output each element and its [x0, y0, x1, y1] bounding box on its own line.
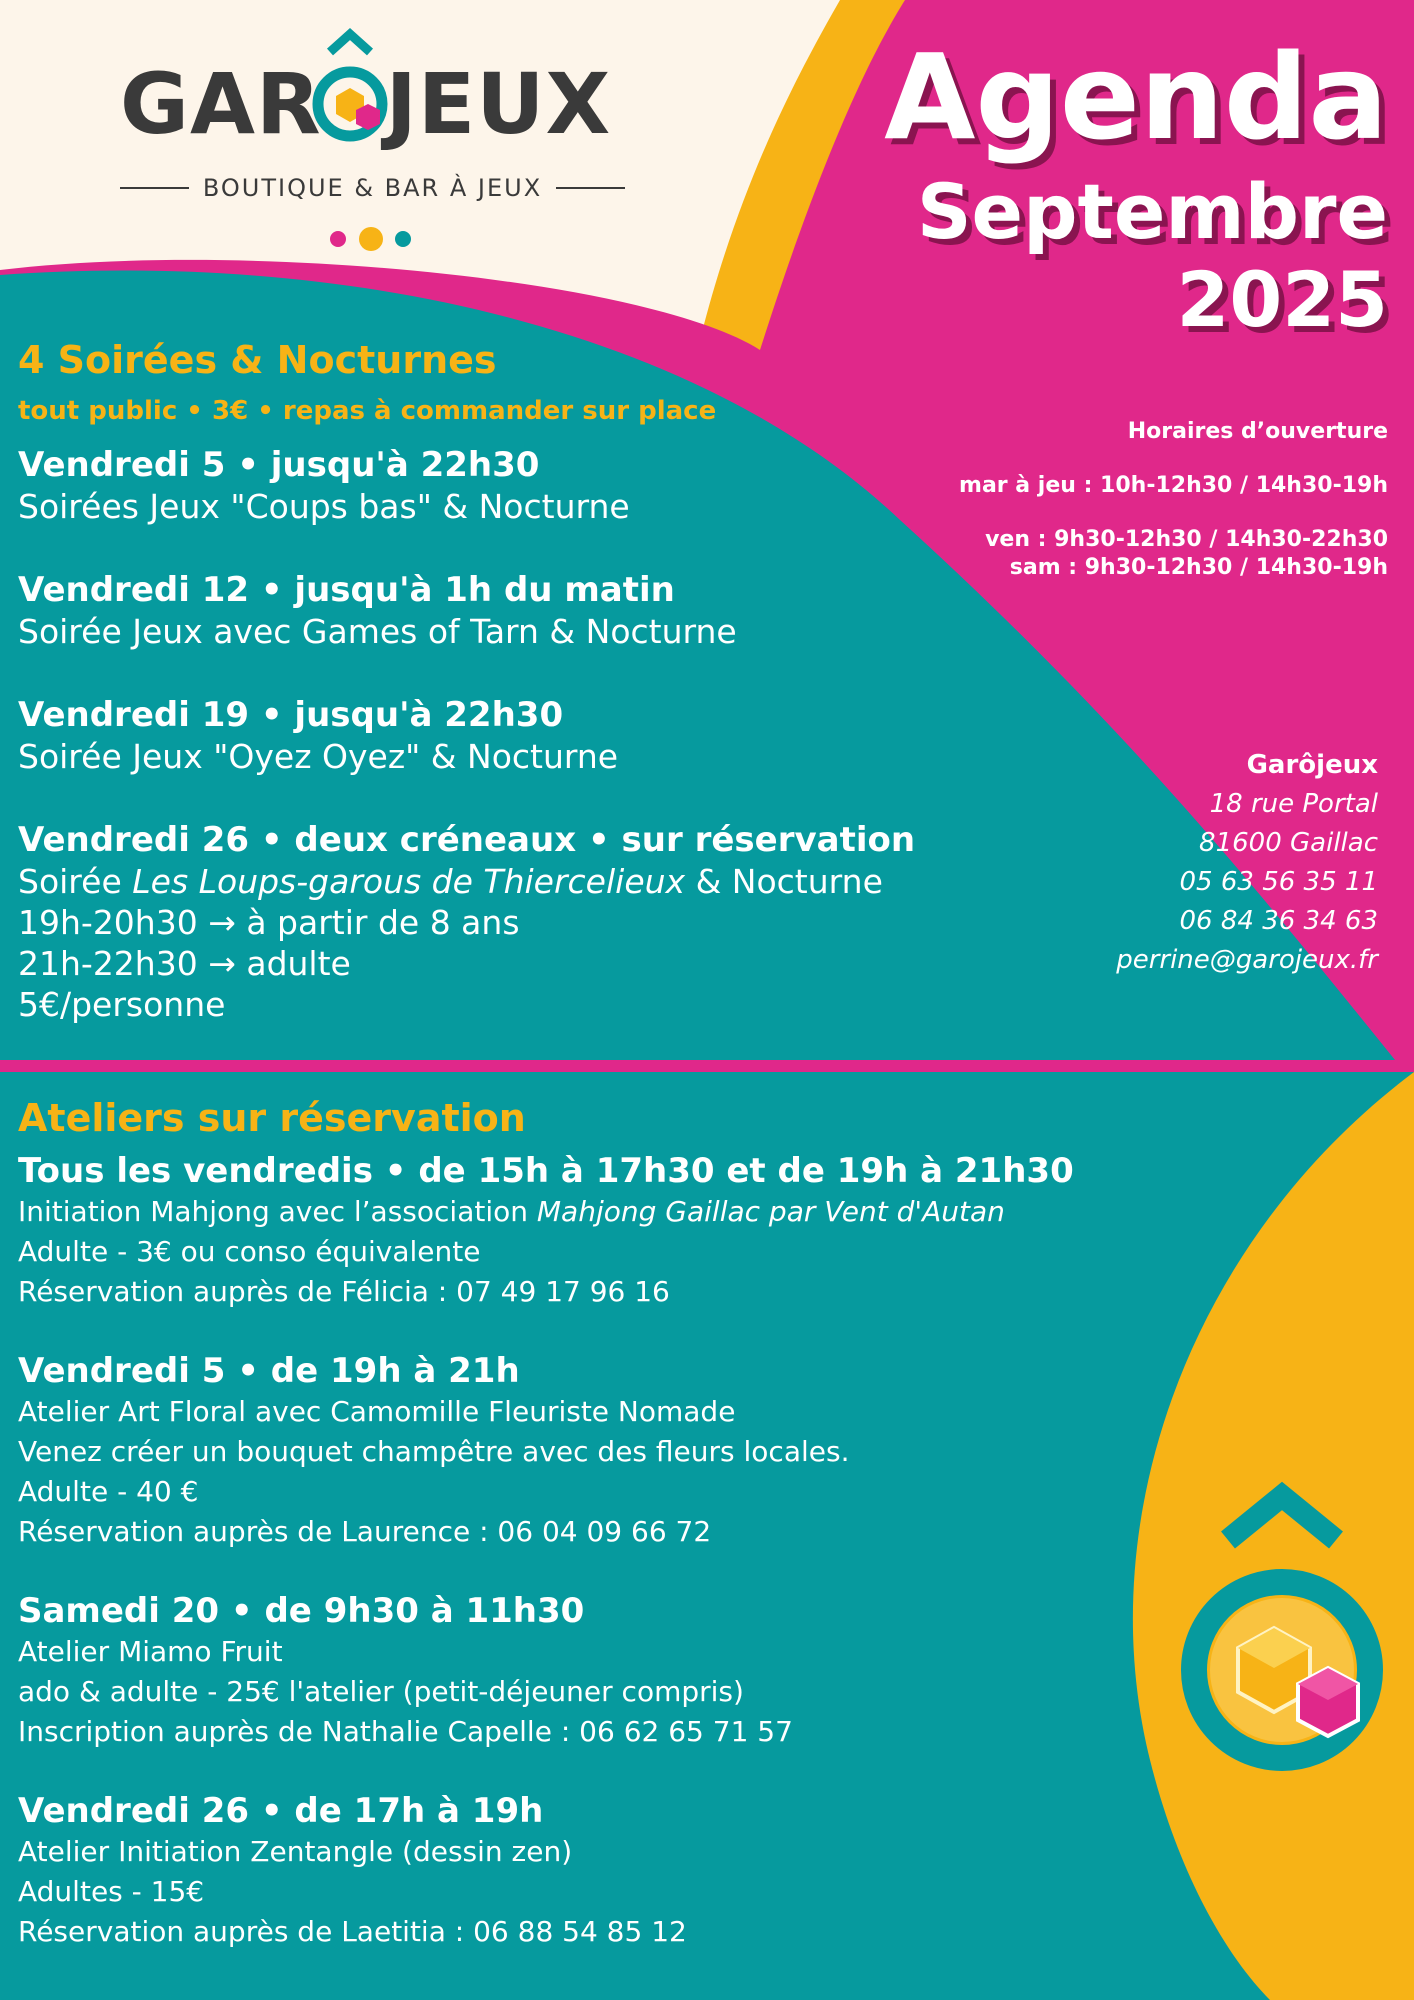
soiree-event — [18, 444, 1058, 527]
title-month: Septembre — [916, 167, 1388, 256]
event-title: Vendredi 5 • jusqu'à 22h30 — [18, 444, 540, 485]
event-desc-game-name: Les Loups-garous de Thiercelieux — [132, 861, 686, 901]
atelier-line: Adultes - 15€ — [18, 1874, 205, 1908]
atelier-line: Adulte - 3€ ou conso équivalente — [18, 1234, 481, 1268]
event-desc: Soirées Jeux "Coups bas" & Nocturne — [18, 486, 630, 526]
atelier-line: Réservation auprès de Félicia : 07 49 17 96 16 — [18, 1274, 670, 1308]
contact-phone-1[interactable]: 05 63 56 35 11 — [1179, 867, 1378, 897]
dice-emblem-icon — [1170, 1470, 1392, 1780]
atelier-line: Atelier Initiation Zentangle (dessin zen) — [18, 1834, 573, 1868]
atelier-line: Atelier Art Floral avec Camomille Fleuriste Nomade — [18, 1394, 736, 1428]
soirees-section — [18, 340, 1058, 1025]
atelier-line: Atelier Miamo Fruit — [18, 1634, 283, 1668]
soirees-heading: 4 Soirées & Nocturnes — [18, 338, 497, 382]
agenda-title — [884, 28, 1388, 344]
event-price: 5€/personne — [18, 984, 226, 1024]
soirees-subheading: tout public • 3€ • repas à commander sur place — [18, 395, 717, 426]
contact-street: 18 rue Portal — [1209, 789, 1378, 819]
atelier-item — [18, 1350, 1318, 1552]
event-title: Vendredi 19 • jusqu'à 22h30 — [18, 694, 564, 735]
contact-city: 81600 Gaillac — [1199, 828, 1378, 858]
contact-name: Garôjeux — [1246, 750, 1378, 780]
contact-phone-2[interactable]: 06 84 36 34 63 — [1179, 906, 1378, 936]
logo-word-right: JEUX — [385, 55, 612, 153]
atelier-title: Vendredi 5 • de 19h à 21h — [18, 1350, 520, 1391]
logo-word-left: GAR — [120, 55, 322, 153]
tagline-text: BOUTIQUE & BAR À JEUX — [202, 174, 543, 202]
atelier-item — [18, 1150, 1318, 1312]
atelier-title: Samedi 20 • de 9h30 à 11h30 — [18, 1590, 585, 1631]
atelier-line-pre: Initiation Mahjong avec l’association — [18, 1194, 537, 1228]
event-desc — [18, 861, 1058, 902]
logo-cube-icon — [306, 26, 394, 144]
contact-block — [1116, 746, 1378, 980]
atelier-line: ado & adulte - 25€ l'atelier (petit-déjeuner compris) — [18, 1674, 744, 1708]
soiree-event — [18, 694, 1058, 777]
event-slot-1: 19h-20h30 → à partir de 8 ans — [18, 902, 520, 942]
tagline-rule-left — [120, 187, 189, 189]
title-agenda: Agenda — [884, 28, 1388, 166]
event-desc-pre: Soirée — [18, 861, 133, 901]
ateliers-heading: Ateliers sur réservation — [18, 1096, 526, 1140]
atelier-line: Adulte - 40 € — [18, 1474, 199, 1508]
title-year: 2025 — [1176, 255, 1388, 344]
logo-dots-icon — [328, 226, 414, 252]
atelier-item — [18, 1590, 1318, 1752]
event-desc: Soirée Jeux "Oyez Oyez" & Nocturne — [18, 736, 619, 776]
atelier-title: Vendredi 26 • de 17h à 19h — [18, 1790, 544, 1831]
event-slot-2: 21h-22h30 → adulte — [18, 943, 351, 983]
event-desc-post: & Nocturne — [685, 861, 883, 901]
hours-heading: Horaires d’ouverture — [1127, 419, 1388, 444]
ateliers-section — [18, 1098, 1318, 1952]
atelier-line: Venez créer un bouquet champêtre avec des fleurs locales. — [18, 1434, 850, 1468]
atelier-line: Réservation auprès de Laurence : 06 04 09 66 72 — [18, 1514, 712, 1548]
contact-email[interactable]: perrine@garojeux.fr — [1116, 945, 1378, 975]
atelier-line: Inscription auprès de Nathalie Capelle : 06 62 65 71 57 — [18, 1714, 793, 1748]
event-title: Vendredi 26 • deux créneaux • sur réservation — [18, 819, 916, 860]
atelier-association-name: Mahjong Gaillac par Vent d'Autan — [536, 1194, 1005, 1228]
hours-line-3: sam : 9h30-12h30 / 14h30-19h — [1009, 555, 1388, 580]
atelier-title: Tous les vendredis • de 15h à 17h30 et de 19h à 21h30 — [18, 1150, 1074, 1191]
logo-tagline — [120, 174, 625, 202]
soiree-event — [18, 819, 1058, 1025]
tagline-rule-right — [556, 187, 625, 189]
atelier-item — [18, 1790, 1318, 1952]
atelier-line: Réservation auprès de Laetitia : 06 88 54 85 12 — [18, 1914, 687, 1948]
hours-line-1: mar à jeu : 10h-12h30 / 14h30-19h — [959, 473, 1388, 498]
atelier-line — [18, 1192, 1318, 1232]
event-title: Vendredi 12 • jusqu'à 1h du matin — [18, 569, 675, 610]
hours-line-2: ven : 9h30-12h30 / 14h30-22h30 — [985, 527, 1388, 552]
event-desc: Soirée Jeux avec Games of Tarn & Nocturne — [18, 611, 737, 651]
soiree-event — [18, 569, 1058, 652]
